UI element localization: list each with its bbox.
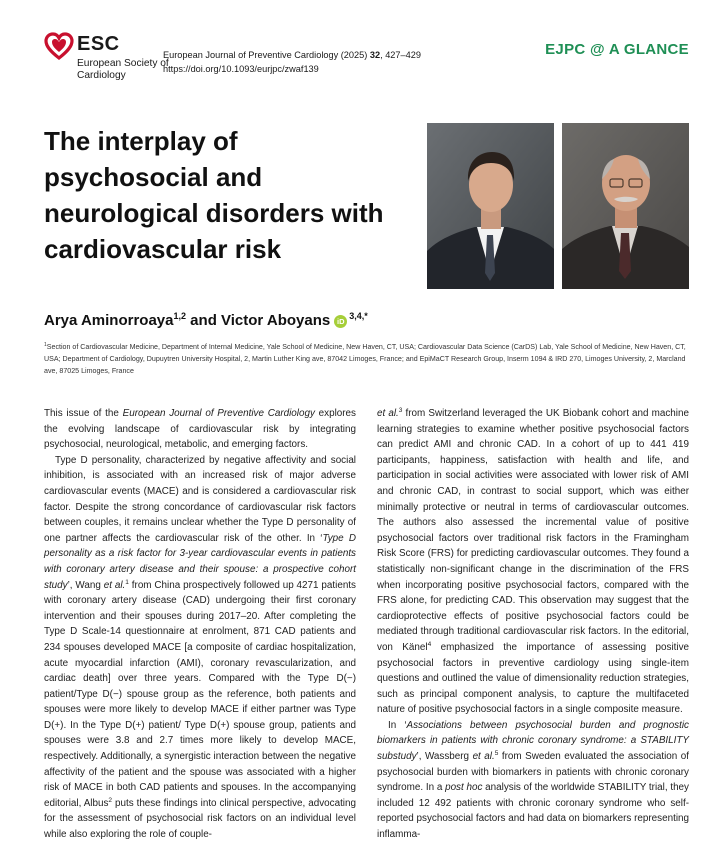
logo-subtitle: European Society of Cardiology <box>77 58 169 81</box>
corresponding-author-mark: * <box>364 311 368 321</box>
body-column-right <box>377 406 689 843</box>
paragraph: This issue of the European Journal of Preventive Cardiology explores the evolving landscape of cardiovascular risk by integrating psychosocial, neurological, metabolic, and emerging factors. <box>44 408 356 451</box>
journal-pages: , 427–429 <box>380 50 421 60</box>
doi-link[interactable]: https://doi.org/10.1093/eurjpc/zwaf139 <box>163 64 319 74</box>
paragraph: In ‘Associations between psychosocial burden and prognostic biomarkers in patients with chronic coronary syndrome: a STABILITY substudy’, Wassberg et al.$^5$ from Sweden evaluated the association of psychosocial burden with biomarkers in patients with chronic coronary syndrome. In a post hoc analysis of the worldwide STABILITY trial, they included 12 492 patients with chronic coronary syndrome who self-reported psychosocial factors and had data on biomarkers representing inflamma- <box>377 719 689 841</box>
logo-text: ESC <box>77 33 120 55</box>
body-column-left <box>44 406 356 843</box>
author-connector: and <box>186 312 222 329</box>
article-title: The interplay of psychosocial and neurological disorders with cardiovascular risk <box>44 126 384 264</box>
author-1-affiliations: 1,2 <box>173 311 187 321</box>
heart-logo-icon <box>44 32 74 60</box>
journal-volume: 32 <box>369 50 381 60</box>
journal-name: European Journal of Preventive Cardiology (2025) <box>163 50 368 60</box>
journal-citation <box>163 48 421 76</box>
section-badge: EJPC @ A GLANCE <box>545 41 689 58</box>
paragraph: et al.$^3$ from Switzerland leveraged the UK Biobank cohort and machine learning strategies to examine whether positive psychosocial factors can predict AMI and chronic CAD. In a cohort of up to 441 419 participants, happiness, satisfaction with health and life, and participation in social activities were associated with lower risk of AMI and chronic CAD, in contrast to social support, which was either minimally protective or neutral in terms of cardiovascular outcomes. The authors also assessed the incremental value of positive psychosocial factors over traditional risk factors in the Framingham Risk Score (FRS) for predicting cardiovascular outcomes. They found a statistically non-significant change in the discrimination of the FRS when incorporating positive psychosocial factors, compared with the FRS alone, for predicting CAD. This observation may suggest that the cardioprotective effects of positive psychosocial factors could be mediated through traditional cardiovascular risk factors. In the editorial, von Känel$^4$ emphasized the importance of assessing positive psychosocial factors in preventive cardiology using single-item questions and outlined the value of dimensionality reduction strategies, such as principal component analysis, to capture the multifaceted nature of positive psychosocial factors in a single composite measure. <box>377 407 690 716</box>
author-photo-aboyans <box>562 123 689 289</box>
author-1: Arya Aminorroaya <box>44 312 174 329</box>
author-photo-aminorroaya <box>427 123 554 289</box>
author-2-affiliations: 3,4,* <box>349 311 368 321</box>
paragraph: Type D personality, characterized by negative affectivity and social inhibition, is associated with an increased risk of major adverse cardiovascular events (MACE) and is considered a cardiovascular risk factor. Despite the strong concordance of cardiovascular risk factors between couples, it remains unclear whether the Type D personality of one partner affects the cardiovascular risk of the other. In ‘Type D personality as a risk factor for 3-year cardiovascular events in patients with coronary artery disease and their spouse: a prospective cohort study’, Wang et al.$^1$ from China prospectively followed up 4271 patients with coronary artery disease (CAD) undergoing their first coronary intervention and their spouses during 2017–20. After completing the Type D Scale-14 questionnaire at enrolment, 871 CAD patients and 234 spouses developed MACE [a composite of cardiac hospitalization, acute myocardial infarction (AMI), coronary revascularization, and cardiac death] over three years. Compared with the Type D(−) patient/Type D(−) spouse group as the reference, both patients and spouses were more likely to develop MACE if either partner was Type D(+). In the Type D(+) patient/ Type D(+) spouse group, patients and spouses were 3.8 and 2.7 times more likely to develop MACE, respectively. Additionally, a synergistic interaction between the negative affectivity of the patient and the spouse was associated with a higher risk of MACE in both CAD patients and spouses. In the accompanying editorial, Albus$^2$ puts these findings into clinical perspective, advocating for the assessment of psychosocial risk factors on an individual level while also exploring the role of couple- <box>44 454 356 841</box>
affiliations: $^1$Section of Cardiovascular Medicine, Department of Internal Medicine, Yale School of Medicine, New Haven, CT, USA; Cardiovascular Data Science (CarDS) Lab, Yale School of Medicine, New Haven, CT, USA; Department of Cardiology, Dupuytren University Hospital, 2, Martin Luther King ave, 87042 Limoges, France; and EpiMaCT Research Group, Inserm 1094 & IRD 270, Limoges University, 2, Marcland ave, 87025 Limoges, France <box>44 342 686 375</box>
author-line <box>44 311 368 329</box>
author-2: Victor Aboyans <box>221 312 331 329</box>
orcid-icon[interactable]: iD <box>334 315 347 328</box>
